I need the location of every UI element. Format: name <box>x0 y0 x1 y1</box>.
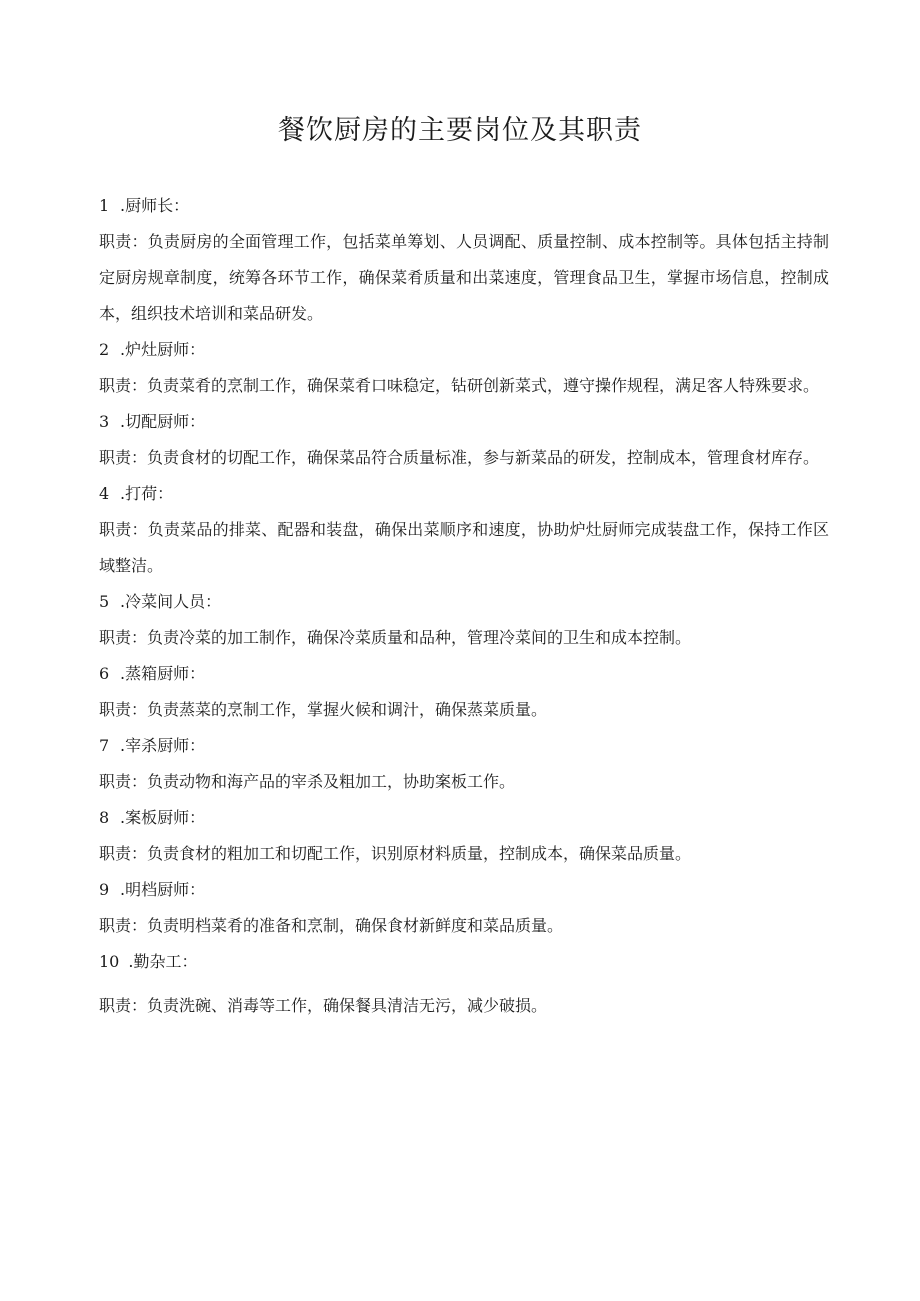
section-heading <box>99 482 829 506</box>
section-number: 7 <box>99 736 110 755</box>
section-number: 1 <box>99 196 110 215</box>
section-open-kitchen-chef <box>99 878 829 944</box>
section-number: 4 <box>99 484 110 503</box>
section-body: 职责：负责食材的粗加工和切配工作，识别原材料质量，控制成本，确保菜品质量。 <box>99 844 692 863</box>
section-number: 9 <box>99 880 110 899</box>
section-butcher-chef <box>99 734 829 800</box>
section-utility-worker <box>99 950 829 1024</box>
section-title: .蒸箱厨师： <box>120 664 206 683</box>
section-heading <box>99 734 829 758</box>
section-number: 10 <box>99 952 120 971</box>
section-stove-chef <box>99 338 829 404</box>
section-title: .炉灶厨师： <box>120 340 206 359</box>
section-title: .厨师长： <box>120 196 190 215</box>
section-number: 8 <box>99 808 110 827</box>
section-heading <box>99 410 829 434</box>
duty-list <box>99 194 829 1030</box>
section-number: 2 <box>99 340 110 359</box>
section-number: 5 <box>99 592 110 611</box>
section-title: .宰杀厨师： <box>120 736 206 755</box>
section-body: 职责：负责食材的切配工作，确保菜品符合质量标准，参与新菜品的研发，控制成本，管理食材库存。 <box>99 448 820 467</box>
section-heading <box>99 338 829 362</box>
section-body: 职责：负责明档菜肴的准备和烹制，确保食材新鲜度和菜品质量。 <box>99 916 564 935</box>
section-body: 职责：负责冷菜的加工制作，确保冷菜质量和品种，管理冷菜间的卫生和成本控制。 <box>99 628 692 647</box>
section-head-chef <box>99 194 829 332</box>
section-steamer-chef <box>99 662 829 728</box>
section-heading <box>99 662 829 686</box>
section-body: 职责：负责菜肴的烹制工作，确保菜肴口味稳定，钻研创新菜式，遵守操作规程，满足客人特殊要求。 <box>99 376 820 395</box>
section-body: 职责：负责菜品的排菜、配器和装盘，确保出菜顺序和速度，协助炉灶厨师完成装盘工作，保持工作区域整洁。 <box>99 520 829 575</box>
section-heading <box>99 950 829 974</box>
section-body: 职责：负责厨房的全面管理工作，包括菜单筹划、人员调配、质量控制、成本控制等。具体包括主持制定厨房规章制度，统筹各环节工作，确保菜肴质量和出菜速度，管理食品卫生，掌握市场信息，控制成本，组织技术培训和菜品研发。 <box>99 232 829 323</box>
section-heading <box>99 878 829 902</box>
section-body: 职责：负责洗碗、消毒等工作，确保餐具清洁无污，减少破损。 <box>99 996 548 1015</box>
section-number: 6 <box>99 664 110 683</box>
section-title: .打荷： <box>120 484 174 503</box>
section-body: 职责：负责动物和海产品的宰杀及粗加工，协助案板工作。 <box>99 772 516 791</box>
section-title: .勤杂工： <box>128 952 198 971</box>
section-cold-dish <box>99 590 829 656</box>
page-title: 餐饮厨房的主要岗位及其职责 <box>278 115 642 146</box>
section-title: .案板厨师： <box>120 808 206 827</box>
section-title: .明档厨师： <box>120 880 206 899</box>
section-plating <box>99 482 829 584</box>
section-board-chef <box>99 806 829 872</box>
section-title: .切配厨师： <box>120 412 206 431</box>
section-heading <box>99 590 829 614</box>
section-number: 3 <box>99 412 110 431</box>
section-heading <box>99 806 829 830</box>
section-heading <box>99 194 829 218</box>
section-title: .冷菜间人员： <box>120 592 222 611</box>
section-body: 职责：负责蒸菜的烹制工作，掌握火候和调汁，确保蒸菜质量。 <box>99 700 548 719</box>
section-cutting-chef <box>99 410 829 476</box>
